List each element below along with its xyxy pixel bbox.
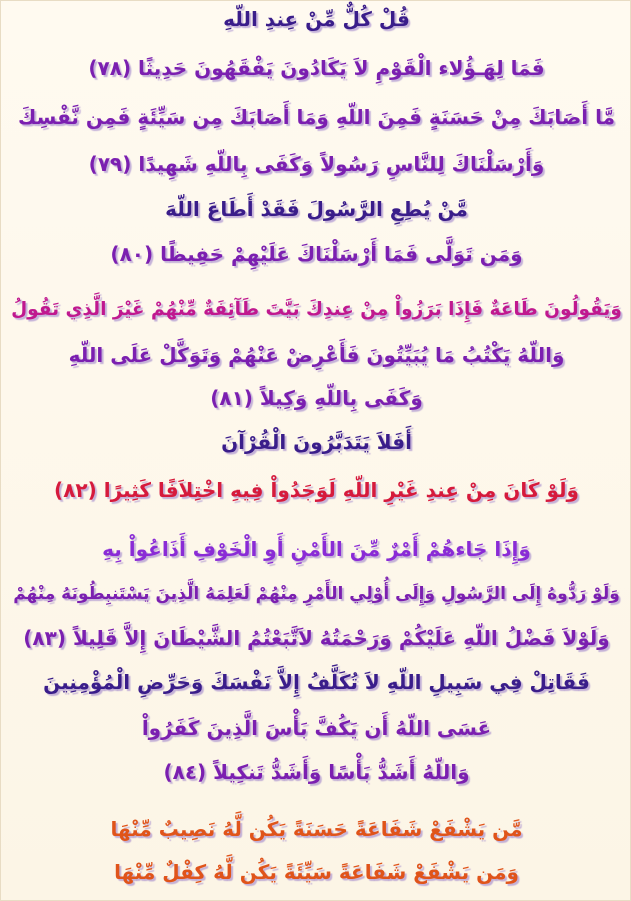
verse-line-3: مَّا أَصَابَكَ مِنْ حَسَنَةٍ فَمِنَ اللّهِ وَمَا أَصَابَكَ مِن سَيِّئَةٍ فَمِن نَّفْسِكَ (18, 105, 615, 129)
verse-line-16: عَسَى اللّهُ أَن يَكُفَّ بَأْسَ الَّذِينَ كَفَرُواْ (141, 716, 492, 740)
verse-line-1: قُلْ كُلٌّ مِّنْ عِندِ اللّهِ (223, 7, 410, 31)
verse-line-17: وَاللّهُ أَشَدُّ بَأْسًا وَأَشَدُّ تَنكِيلاً (٨٤) (163, 760, 470, 784)
verse-line-14: وَلَوْلاَ فَضْلُ اللّهِ عَلَيْكُمْ وَرَحْمَتُهُ لاَتَّبَعْتُمُ الشَّيْطَانَ إِلاَّ قَلِيلاً (٨٣) (23, 626, 610, 650)
verse-line-19: وَمَن يَشْفَعْ شَفَاعَةً سَيِّئَةً يَكُن لَّهُ كِفْلٌ مِّنْهَا (114, 860, 519, 884)
verse-line-18: مَّن يَشْفَعْ شَفَاعَةً حَسَنَةً يَكُن لَّهُ نَصِيبٌ مِّنْهَا (110, 817, 523, 841)
verse-line-6: وَمَن تَوَلَّى فَمَا أَرْسَلْنَاكَ عَلَيْهِمْ حَفِيظًا (٨٠) (110, 242, 523, 266)
verse-line-4: وَأَرْسَلْنَاكَ لِلنَّاسِ رَسُولاً وَكَفَى بِاللّهِ شَهِيدًا (٧٩) (88, 152, 545, 176)
verse-line-10: أَفَلاَ يَتَدَبَّرُونَ الْقُرْآنَ (221, 430, 412, 454)
verse-line-11: وَلَوْ كَانَ مِنْ عِندِ غَيْرِ اللّهِ لَوَجَدُواْ فِيهِ اخْتِلاَفًا كَثِيرًا (٨٢) (54, 478, 579, 502)
verse-line-5: مَّنْ يُطِعِ الرَّسُولَ فَقَدْ أَطَاعَ اللّهَ (165, 197, 468, 221)
verse-line-13: وَلَوْ رَدُّوهُ إِلَى الرَّسُولِ وَإِلَى أُوْلِي الأَمْرِ مِنْهُمْ لَعَلِمَهُ الَّذِينَ يَسْتَنبِطُونَهُ مِنْهُمْ (13, 584, 620, 604)
verse-line-2: فَمَا لِهَـؤُلاء الْقَوْمِ لاَ يَكَادُونَ يَفْقَهُونَ حَدِيثًا (٧٨) (88, 56, 545, 80)
verse-line-12: وَإِذَا جَاءهُمْ أَمْرٌ مِّنَ الأَمْنِ أَوِ الْخَوْفِ أَذَاعُواْ بِهِ (102, 537, 531, 561)
verse-line-9: وَكَفَى بِاللّهِ وَكِيلاً (٨١) (210, 386, 423, 410)
verse-line-15: فَقَاتِلْ فِي سَبِيلِ اللّهِ لاَ تُكَلَّفُ إِلاَّ نَفْسَكَ وَحَرِّضِ الْمُؤْمِنِينَ (43, 670, 590, 694)
verse-line-7: وَيَقُولُونَ طَاعَةٌ فَإِذَا بَرَزُواْ مِنْ عِندِكَ بَيَّتَ طَآئِفَةٌ مِّنْهُمْ غَيْرَ الَّذِي تَقُولُ (11, 299, 622, 320)
verse-line-8: وَاللّهُ يَكْتُبُ مَا يُبَيِّتُونَ فَأَعْرِضْ عَنْهُمْ وَتَوَكَّلْ عَلَى اللّهِ (68, 343, 565, 367)
